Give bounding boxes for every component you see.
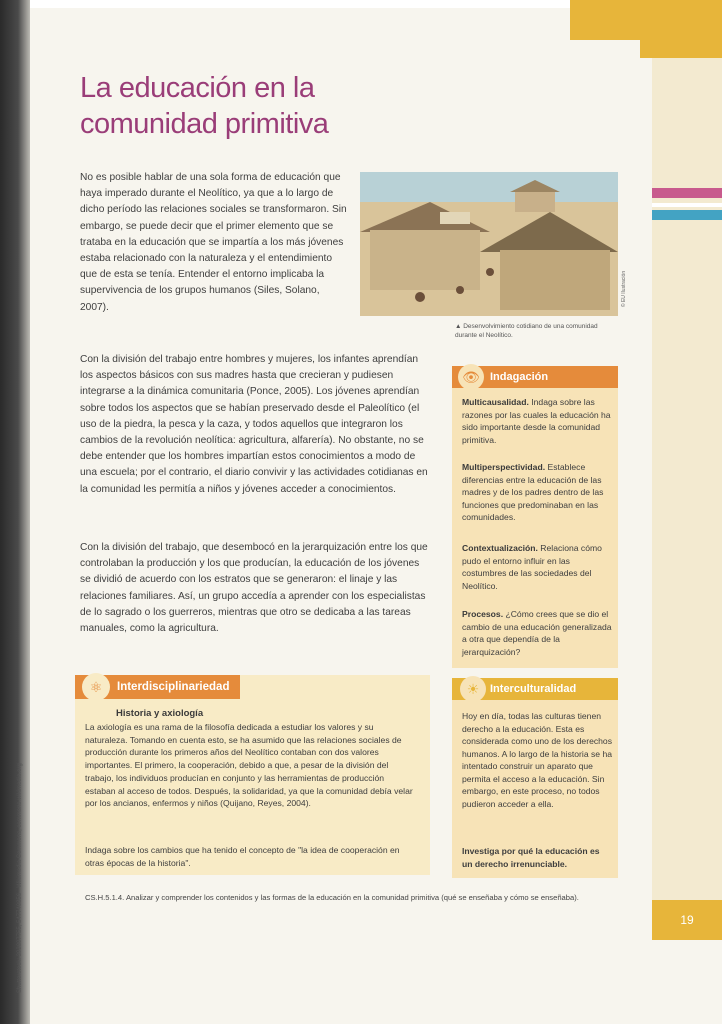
village-illustration-svg	[360, 172, 618, 316]
decor-blue-bar	[652, 210, 722, 220]
interculturalidad-heading: Interculturalidad	[452, 678, 618, 700]
decor-magenta-bar	[652, 188, 722, 198]
decor-white-bar	[652, 203, 722, 207]
sun-icon: ☀	[460, 676, 486, 702]
eye-icon: 👁	[458, 364, 484, 390]
image-caption: ▲ Desenvolvimiento cotidiano de una comunidad durante el Neolítico.	[455, 323, 598, 339]
indagacion-heading: Indagación	[452, 366, 618, 388]
paragraph-2: Con la división del trabajo entre hombres y mujeres, los infantes aprendían los aspectos básicos con sus madres hasta que crecieran y pudiesen integrarse a la dinámica comunitaria (Ponce, 2005). Los jóvenes aprendían sobre todos los aspectos que se habían preservado desde el Paleolítico (el uso de la piedra, la pesca y la caza, y todos aquellos que integraron los cambios de la revolución neolítica: agricultura, alfarería). No obstante, no se debe entender que los hombres impartían estos conocimientos a modo de una escuela; por el contrario, el diario convivir y las actividades cotidianas en la comunidad les permitía a niños y jóvenes acceder a conocimientos.	[80, 354, 428, 495]
curriculum-footer: CS.H.5.1.4. Analizar y comprender los contenidos y las formas de la educación en la comunidad primitiva (qué se enseñaba y cómo se enseñaba).	[85, 893, 579, 902]
page-number: 19	[652, 900, 722, 940]
neolithic-village-illustration	[360, 172, 618, 316]
interdisciplinariedad-heading: Interdisciplinariedad	[75, 675, 240, 699]
page-title: La educación en la comunidad primitiva	[80, 72, 329, 140]
paragraph-1: No es posible hablar de una sola forma de educación que haya imperado durante el Neolítico, ya que a lo largo de dicho período las relaciones sociales se transformaron. Sin embargo, se puede decir que el primer elemento que se trataba en la educación que se impartía a los más jóvenes estaba relacionado con la naturaleza y el entendimiento que de esta se tenía. Entender el entorno implicaba la supervivencia de los grupos humanos (Siles, Solano, 2007).	[80, 172, 347, 313]
atom-icon: ⚛	[82, 673, 110, 701]
decor-yellow-block	[570, 0, 722, 40]
interculturalidad-text: Hoy en día, todas las culturas tienen derecho a la educación. Esta es considerada como uno de los derechos humanos. A lo largo de la historia se ha intentado construir un aparato que permita el acceso a la educación. Sin embargo, en este proceso, no todos pudieron acceder a ella.	[462, 711, 613, 809]
interdisciplinariedad-task: Indaga sobre los cambios que ha tenido el concepto de "la idea de cooperación en otras épocas de la historia".	[85, 845, 400, 868]
book-gutter	[0, 0, 30, 1024]
indagacion-item-4: Procesos. ¿Cómo crees que se dio el cambio de una educación generalizada a otra que dependía de la jerarquización?	[462, 609, 612, 657]
indagacion-item-1: Multicausalidad. Indaga sobre las razones por las cuales la educación ha sido importante desde la comunidad primitiva.	[462, 397, 611, 445]
paragraph-3: Con la división del trabajo, que desembocó en la jerarquización entre los que controlaban la producción y los que producían, la educación de los jóvenes se dividió de acuerdo con los estratos que se generaron: el linaje y las relaciones familiares. Así, un grupo accedía a aprender con los especialistas de lo sagrado o los guerreros, mientras que otro se dedicaba a las tareas manuales, como la agricultura.	[80, 542, 428, 635]
indagacion-item-2: Multiperspectividad. Establece diferencias entre la educación de las madres y de los padres dentro de las funciones que predominaban en las comunidades.	[462, 462, 604, 522]
decor-yellow-block-2	[640, 40, 722, 58]
image-credit: © EU Ilustración	[621, 270, 628, 308]
interdisciplinariedad-subtitle: Historia y axiología	[116, 708, 204, 719]
indagacion-item-3: Contextualización. Relaciona cómo pudo el entorno influir en las costumbres de las sociedades del Neolítico.	[462, 543, 602, 591]
interculturalidad-task: Investiga por qué la educación es un derecho irrenunciable.	[462, 846, 600, 869]
gutter-credits: Shutterstock: 392807755, 547740856 · Wikimedia Commons, commons.wikimedia.org	[17, 763, 23, 993]
interdisciplinariedad-text: La axiología es una rama de la filosofía dedicada a estudiar los valores y su naturaleza. Tomando en cuenta esto, se ha asumido que las relaciones sociales de producción durante los primeros años del Neolítico contaban con dos valores importantes. El primero, la cooperación, debido a que, a pesar de la división del trabajo, los individuos producían en conjunto y las herramientas de producción estaban al acceso de todos. Después, la solidaridad, ya que la comunidad debía velar por los ancianos, enfermos y niños (Quijano, Reyes, 2004).	[85, 722, 413, 809]
